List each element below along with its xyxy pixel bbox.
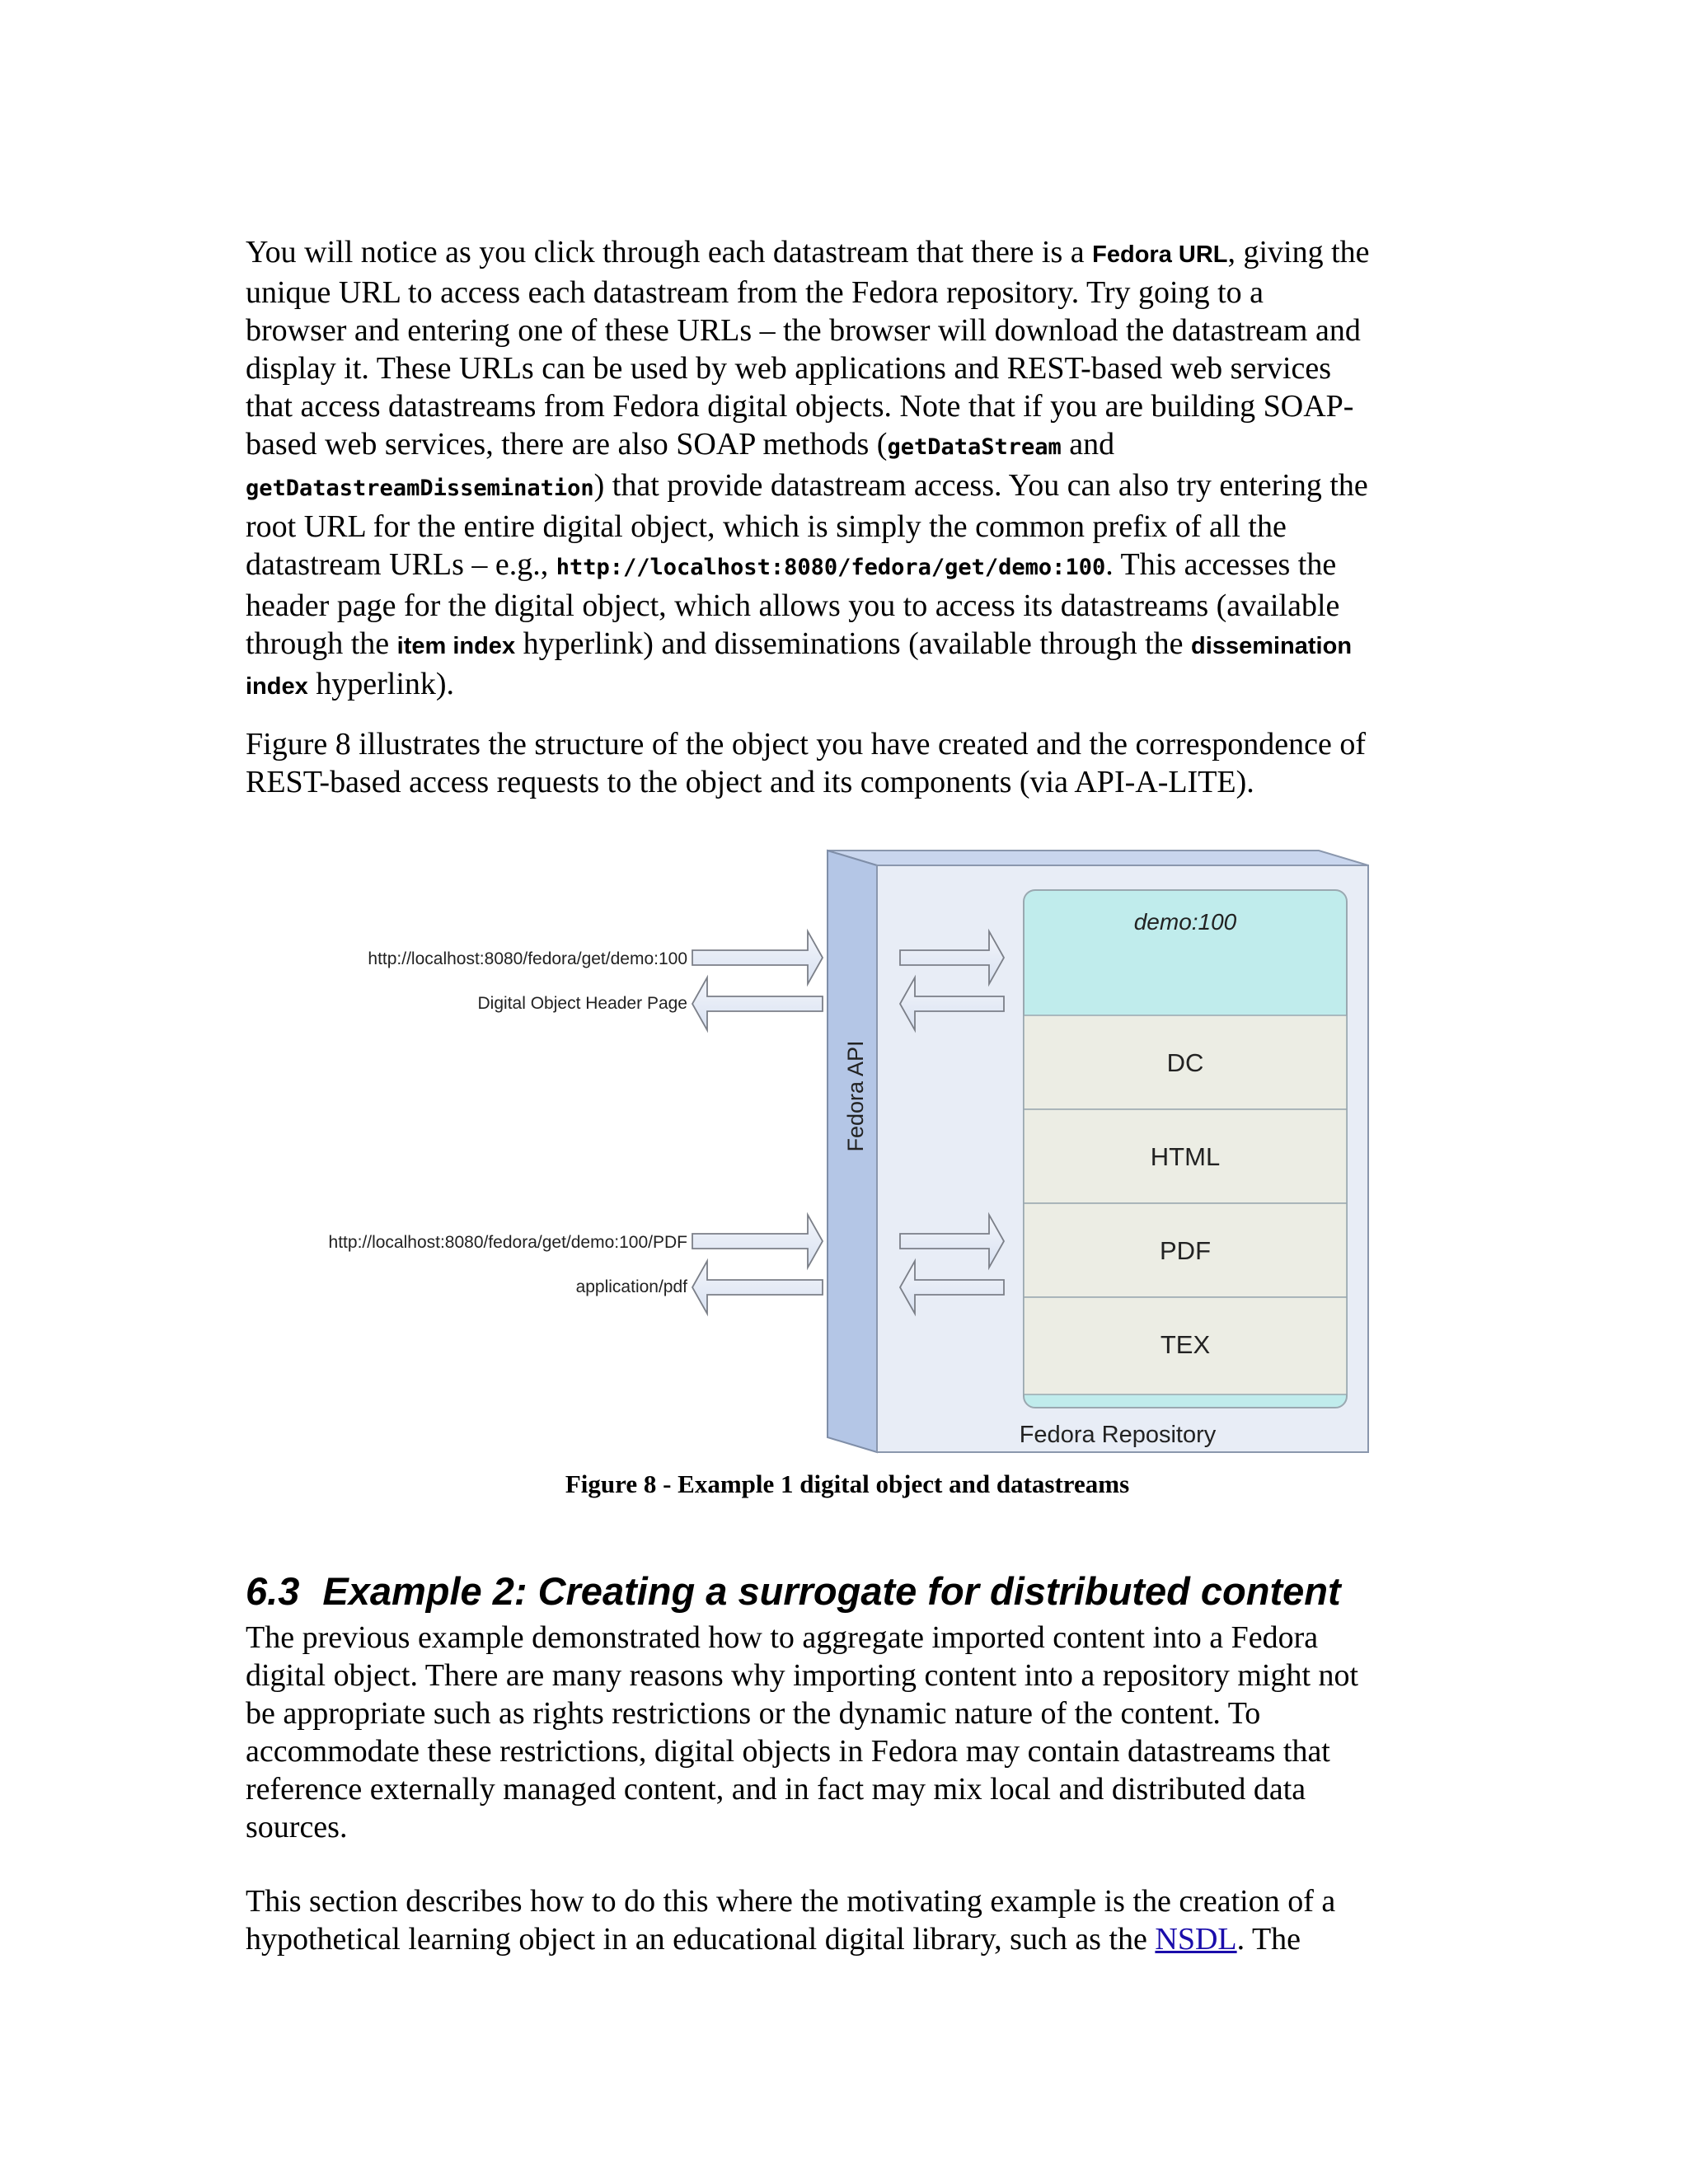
text-line: accommodate these restrictions, digital objects in Fedora may contain datastreams that [246,1734,1330,1769]
section-number: 6.3 [246,1569,300,1613]
text: and [1061,427,1115,462]
section-heading [246,1569,1449,1614]
text-line: The previous example demonstrated how to aggregate imported content into a Fedora [246,1620,1319,1655]
datastream-label-dc: DC [1166,1048,1204,1077]
request-label-2: http://localhost:8080/fedora/get/demo:100/PDF [328,1233,687,1252]
response-label-1: Digital Object Header Page [477,994,687,1013]
api-label: Fedora API [843,1040,868,1152]
text: hypothetical learning object in an educational digital library, such as the [246,1922,1156,1957]
datastream-label-html: HTML [1150,1142,1221,1171]
text: hyperlink). [307,667,455,701]
ui-term-item-index: item index [396,633,516,659]
repository-box-top [828,851,1368,865]
arrow-response-2 [692,1261,823,1314]
text-line: This section describes how to do this where the motivating example is the creation of a [246,1884,1336,1919]
text: . This accesses the [1105,547,1337,582]
text: ) that provide datastream access. You can also try entering the [593,468,1368,503]
request-label-1: http://localhost:8080/fedora/get/demo:100 [368,949,687,968]
code-getdatastreamdissemination: getDatastreamDissemination [246,476,594,501]
paragraph-figure-intro [246,725,1449,801]
text: . The [1236,1922,1301,1957]
response-label-2: application/pdf [575,1277,687,1296]
nsdl-link[interactable]: NSDL [1155,1922,1237,1957]
ui-term-dissemination: dissemination [1191,633,1353,659]
text-line: reference externally managed content, and in fact may mix local and distributed data [246,1772,1306,1807]
ui-term-fedora-url: Fedora URL [1092,241,1228,268]
arrow-response-1 [692,977,823,1030]
arrow-request-1 [692,931,823,984]
text-line: sources. [246,1810,348,1844]
text-line: root URL for the entire digital object, which is simply the common prefix of all the [246,509,1287,544]
paragraph-surrogate-intro [246,1619,1449,1846]
text-line: digital object. There are many reasons why importing content into a repository might not [246,1658,1359,1693]
datastream-label-pdf: PDF [1160,1236,1211,1265]
figure-caption: Figure 8 - Example 1 digital object and datastreams [565,1469,1130,1498]
text: , giving the [1227,235,1370,269]
paragraph-datastream-urls [246,233,1449,705]
ui-term-index: index [246,673,308,700]
text-line: unique URL to access each datastream from the Fedora repository. Try going to a [246,275,1264,310]
text-line: that access datastreams from Fedora digital objects. Note that if you are building SOAP- [246,389,1354,424]
text: You will notice as you click through each datastream that there is a [246,235,1093,269]
text-line: Figure 8 illustrates the structure of the object you have created and the correspondence of [246,727,1367,762]
text: through the [246,626,397,661]
code-getdatastream: getDataStream [887,434,1062,460]
text: hyperlink) and disseminations (available through the [515,626,1192,661]
repository-label: Fedora Repository [1019,1422,1217,1448]
datastream-label-tex: TEX [1160,1330,1211,1359]
text-line: display it. These URLs can be used by web applications and REST-based web services [246,351,1332,386]
text-line: REST-based access requests to the object and its components (via API-A-LITE). [246,765,1254,799]
text: based web services, there are also SOAP methods ( [246,427,888,462]
arrow-request-2 [692,1215,823,1268]
text: datastream URLs – e.g., [246,547,556,582]
object-id-label: demo:100 [1133,909,1237,935]
text-line: header page for the digital object, which allows you to access its datastreams (available [246,588,1340,623]
paragraph-learning-object [246,1882,1449,1958]
text-line: be appropriate such as rights restrictions or the dynamic nature of the content. To [246,1696,1261,1731]
figure-8-diagram [280,832,1401,1459]
text-line: browser and entering one of these URLs – the browser will download the datastream and [246,313,1361,348]
code-root-url: http://localhost:8080/fedora/get/demo:100 [556,555,1106,580]
section-title: Example 2: Creating a surrogate for distributed content [322,1569,1341,1613]
